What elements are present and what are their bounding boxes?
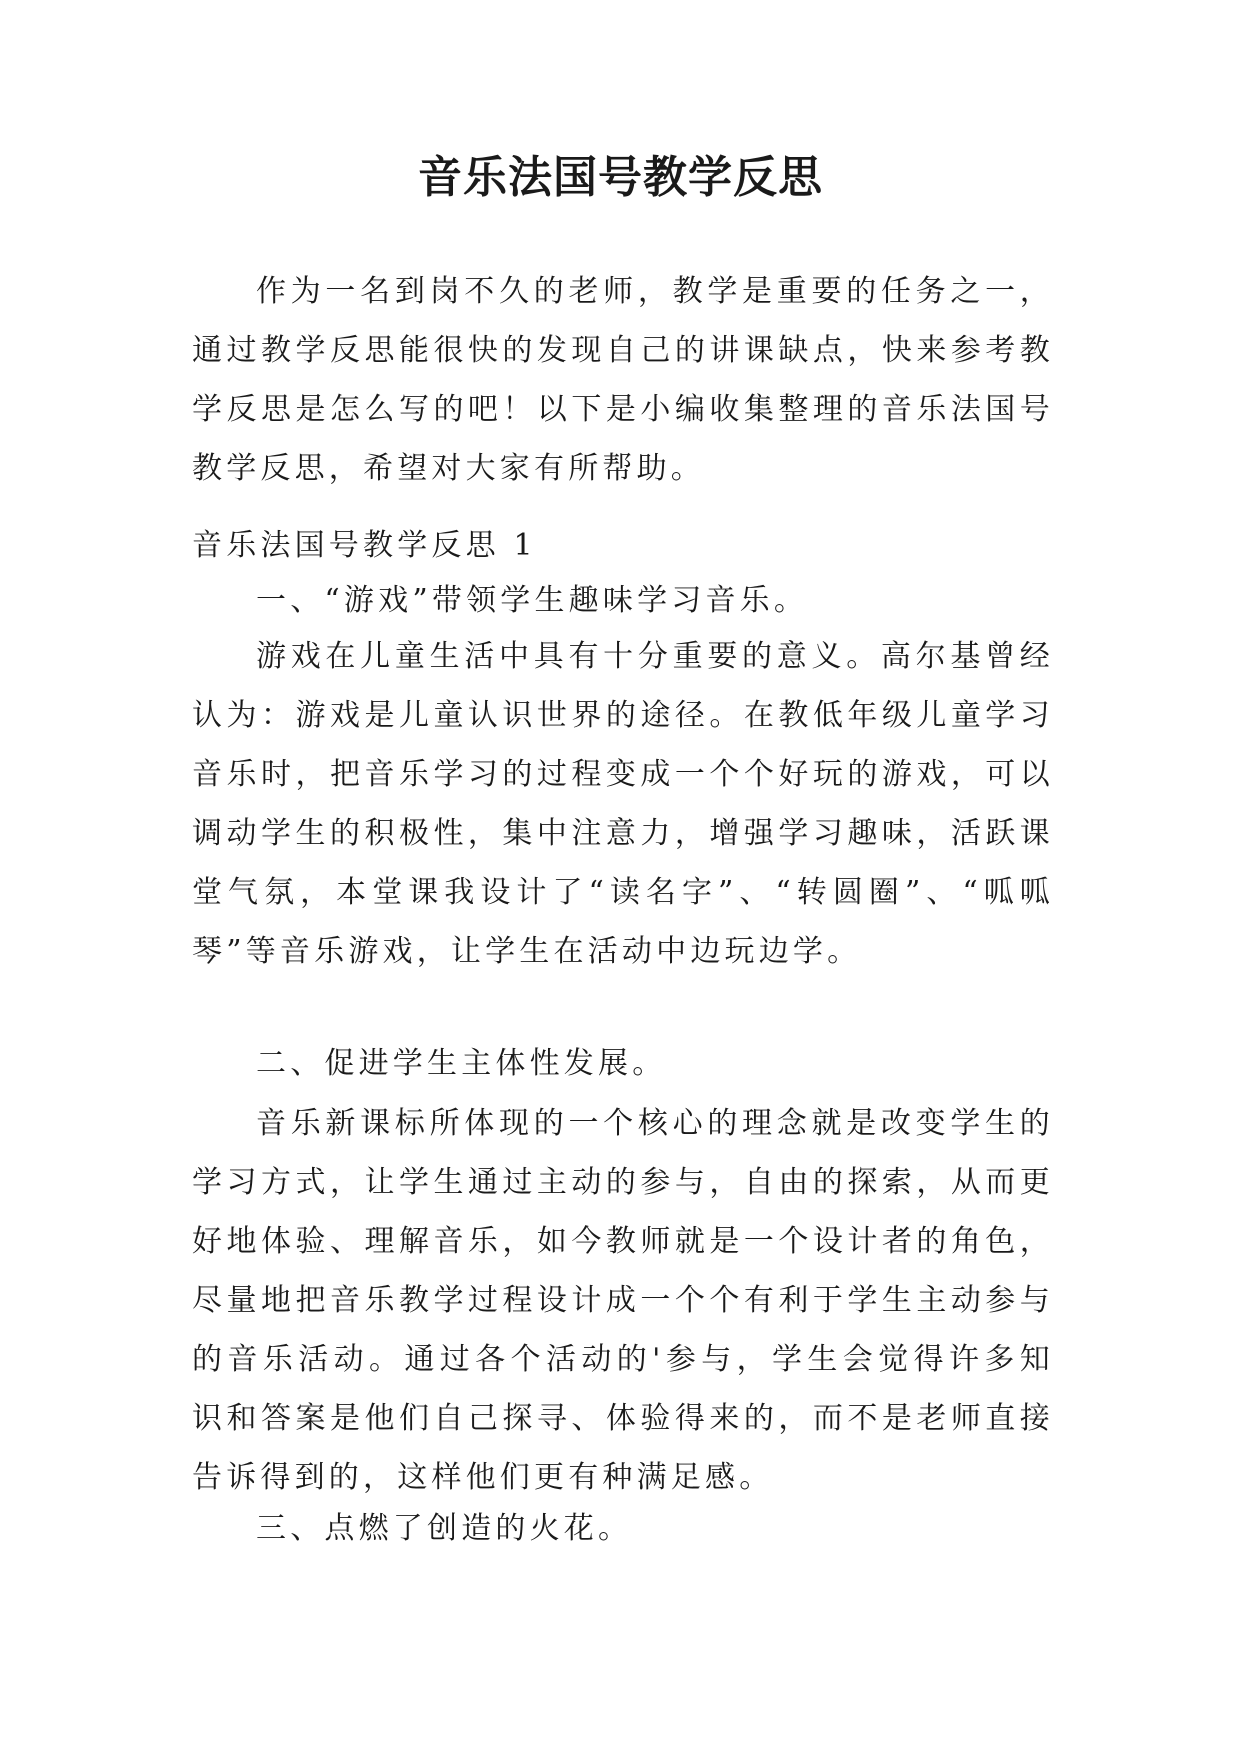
point-1-heading: 一、“游戏”带领学生趣味学习音乐。 — [256, 583, 809, 618]
point-3-heading: 三、点燃了创造的火花。 — [256, 1511, 633, 1546]
document-title: 音乐法国号教学反思 — [418, 152, 823, 203]
section-heading: 音乐法国号教学反思 1 — [192, 528, 537, 563]
intro-paragraph: 作为一名到岗不久的老师，教学是重要的任务之一，通过教学反思能很快的发现自己的讲课缺点，快来参考教学反思是怎么写的吧！以下是小编收集整理的音乐法国号教学反思，希望对大家有所帮助。 — [192, 274, 1054, 486]
point-1-paragraph: 游戏在儿童生活中具有十分重要的意义。高尔基曾经认为：游戏是儿童认识世界的途径。在教低年级儿童学习音乐时，把音乐学习的过程变成一个个好玩的游戏，可以调动学生的积极性，集中注意力，增强学习趣味，活跃课堂气氛，本堂课我设计了“读名字”、“转圆圈”、“呱呱琴”等音乐游戏，让学生在活动中边玩边学。 — [192, 639, 1054, 969]
point-2-heading: 二、促进学生主体性发展。 — [256, 1046, 667, 1081]
point-2-paragraph: 音乐新课标所体现的一个核心的理念就是改变学生的学习方式，让学生通过主动的参与，自由的探索，从而更好地体验、理解音乐，如今教师就是一个设计者的角色，尽量地把音乐教学过程设计成一个个有利于学生主动参与的音乐活动。通过各个活动的'参与，学生会觉得许多知识和答案是他们自己探寻、体验得来的，而不是老师直接告诉得到的，这样他们更有种满足感。 — [192, 1106, 1054, 1495]
